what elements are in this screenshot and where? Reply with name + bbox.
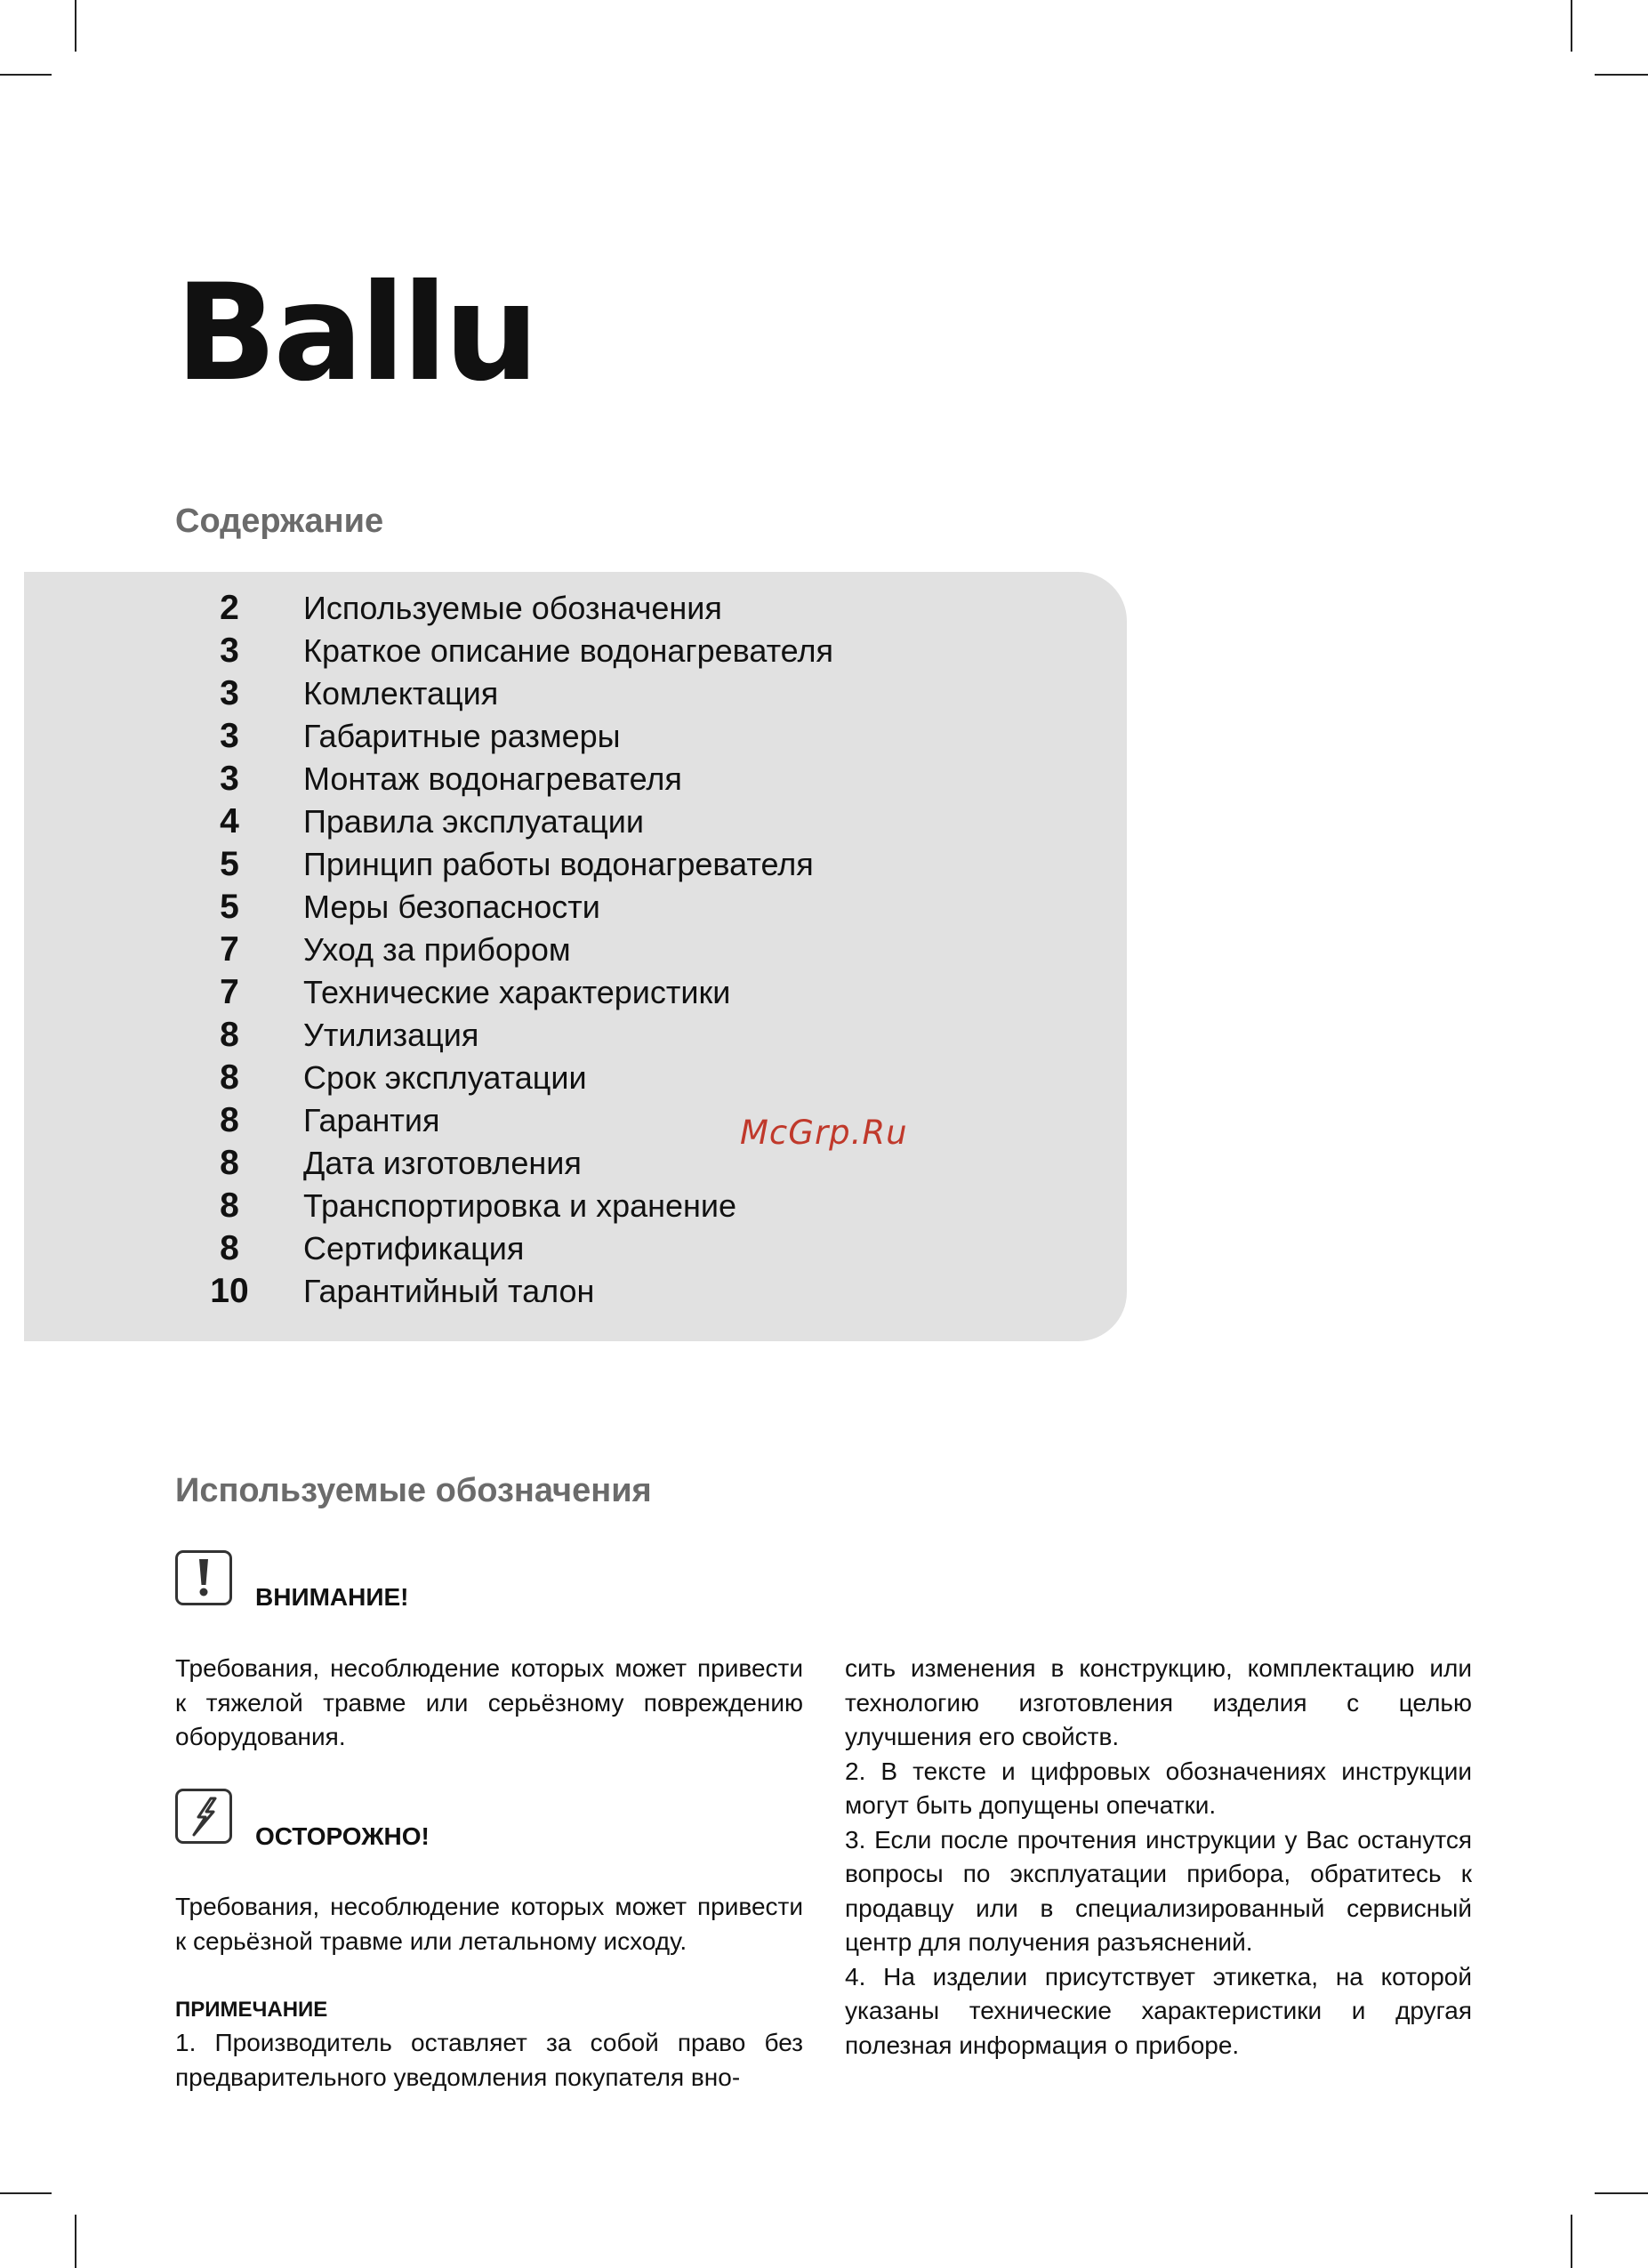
toc-item-title: Краткое описание водонагревателя xyxy=(303,632,833,669)
lightning-icon xyxy=(175,1789,232,1844)
toc-item-page: 10 xyxy=(210,1272,249,1310)
watermark: McGrp.Ru xyxy=(740,1114,908,1152)
toc-item-page: 4 xyxy=(220,802,239,840)
caution-text: Требования, несоблюдение которых может привести к серьёзной травме или летальному исходу. xyxy=(175,1893,803,1955)
toc-item-page: 2 xyxy=(220,589,239,627)
toc-item-title: Технические характеристики xyxy=(303,974,731,1010)
toc-item-page: 3 xyxy=(220,717,239,755)
toc-list xyxy=(175,587,1065,1313)
toc-item-title: Комлектация xyxy=(303,675,499,712)
brand-logo: Ballu xyxy=(175,256,536,411)
crop-mark xyxy=(0,2192,52,2194)
toc-item-title: Используемые обозначения xyxy=(303,590,722,626)
toc-item xyxy=(175,715,1065,758)
toc-item-page: 8 xyxy=(220,1144,239,1182)
toc-item-page: 3 xyxy=(220,631,239,670)
toc-heading: Содержание xyxy=(175,503,384,540)
toc-item xyxy=(175,929,1065,971)
toc-item xyxy=(175,1099,1065,1142)
crop-mark xyxy=(1571,2215,1572,2268)
toc-item-title: Уход за прибором xyxy=(303,931,571,968)
toc-item xyxy=(175,1057,1065,1099)
note-item: 3. Если после прочтения инструкции у Вас останутся вопросы по эксплуатации прибора, обратитесь к продавцу или в специализированный сервисный центр для получения разъяснений. xyxy=(845,1825,1472,1956)
toc-item-title: Дата изготовления xyxy=(303,1145,582,1181)
toc-item xyxy=(175,758,1065,800)
crop-mark xyxy=(75,0,76,52)
crop-mark xyxy=(0,74,52,76)
toc-item xyxy=(175,630,1065,672)
toc-item-title: Транспортировка и хранение xyxy=(303,1187,737,1224)
crop-mark xyxy=(1595,2192,1648,2194)
toc-item xyxy=(175,1142,1065,1185)
note-label: ПРИМЕЧАНИЕ xyxy=(175,1998,328,2022)
toc-item-page: 7 xyxy=(220,930,239,969)
toc-item-page: 3 xyxy=(220,760,239,798)
toc-item-title: Меры безопасности xyxy=(303,889,600,925)
note-item: сить изменения в конструкцию, комплектацию или технологию изготовления изделия с целью улучшения его свойств. xyxy=(845,1654,1472,1750)
toc-item-page: 5 xyxy=(220,888,239,926)
toc-item-page: 8 xyxy=(220,1016,239,1054)
toc-item-title: Принцип работы водонагревателя xyxy=(303,846,814,882)
toc-item-title: Гарантия xyxy=(303,1102,440,1138)
crop-mark xyxy=(1571,0,1572,52)
toc-item xyxy=(175,1185,1065,1227)
caution-label: ОСТОРОЖНО! xyxy=(255,1822,430,1850)
toc-item xyxy=(175,800,1065,843)
toc-item-title: Правила эксплуатации xyxy=(303,803,644,840)
note-column-right xyxy=(845,1652,1472,2063)
toc-item-page: 8 xyxy=(220,1058,239,1097)
attention-label: ВНИМАНИЕ! xyxy=(255,1583,409,1611)
toc-item-page: 8 xyxy=(220,1229,239,1267)
note-item: 4. На изделии присутствует этикетка, на которой указаны технические характеристики и другая полезная информация о приборе. xyxy=(845,1962,1472,2059)
toc-item-page: 3 xyxy=(220,674,239,712)
note-text-left: 1. Производитель оставляет за собой право без предварительного уведомления покупателя вно- xyxy=(175,2029,803,2091)
toc-item xyxy=(175,843,1065,886)
toc-item-page: 8 xyxy=(220,1186,239,1225)
toc-item-title: Срок эксплуатации xyxy=(303,1059,587,1096)
toc-item xyxy=(175,971,1065,1014)
toc-item xyxy=(175,672,1065,715)
attention-text: Требования, несоблюдение которых может привести к тяжелой травме или серьёзному повреждению оборудования. xyxy=(175,1654,803,1750)
toc-item-title: Сертификация xyxy=(303,1230,525,1267)
toc-item-page: 5 xyxy=(220,845,239,883)
crop-mark xyxy=(75,2215,76,2268)
toc-item-title: Гарантийный талон xyxy=(303,1273,595,1309)
toc-item xyxy=(175,1014,1065,1057)
exclamation-icon xyxy=(175,1550,232,1605)
toc-item-page: 8 xyxy=(220,1101,239,1139)
toc-item xyxy=(175,587,1065,630)
crop-mark xyxy=(1595,74,1648,76)
toc-item xyxy=(175,1227,1065,1270)
note-item: 2. В тексте и цифровых обозначениях инструкции могут быть допущены опечатки. xyxy=(845,1757,1472,1819)
symbols-heading: Используемые обозначения xyxy=(175,1472,652,1509)
toc-item xyxy=(175,886,1065,929)
toc-item-title: Монтаж водонагревателя xyxy=(303,760,682,797)
toc-item-title: Утилизация xyxy=(303,1017,479,1053)
toc-item-page: 7 xyxy=(220,973,239,1011)
toc-item xyxy=(175,1270,1065,1313)
toc-item-title: Габаритные размеры xyxy=(303,718,621,754)
